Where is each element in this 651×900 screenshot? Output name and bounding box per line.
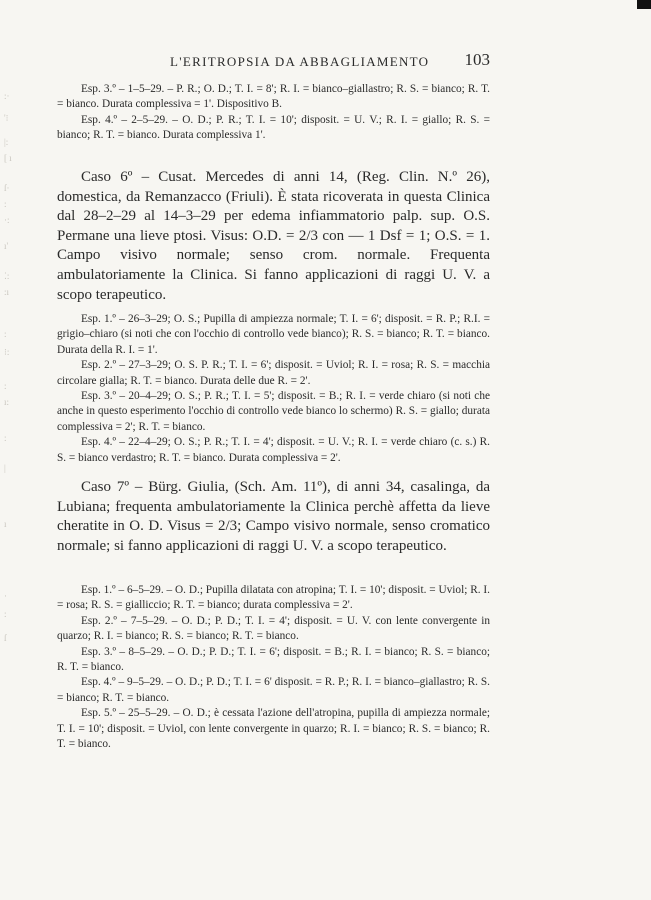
scan-edge-mark (637, 0, 651, 9)
experiments-block-2 (57, 312, 490, 466)
running-title: L'ERITROPSIA DA ABBAGLIAMENTO (170, 54, 430, 69)
experiment-paragraph: Esp. 3.º – 1–5–29. – P. R.; O. D.; T. I. = 8'; R. I. = bianco–giallastro; R. S. = bianco; R. T. = bianco. Durata complessiva = 1'. Dispositivo B. (57, 83, 490, 111)
experiment-paragraph: Esp. 1.º – 6–5–29. – O. D.; Pupilla dilatata con atropina; T. I. = 10'; disposit. = Uviol; R. I. = rosa; R. S. = giallic​cio; R. T. = bianco; durata complessiva = 2'. (57, 584, 490, 612)
experiment-paragraph: Esp. 5.º – 25–5–29. – O. D.; è cessata l'azione dell'atropina, pupilla di ampiezza normale; T. I. = 10'; disposit. = Uviol, con lente convergente in quarzo; R. I. = bianco; R. S. = bianco; R. T. = bianco. (57, 707, 490, 751)
experiment-paragraph: Esp. 1.º – 26–3–29; O. S.; Pupilla di ampiezza normale; T. I. = 6'; disposit. = R. P.; R.I. = grigio–chiaro (si noti che con l'occhio di controllo vede bianco); R. S. = bianco; R. T. = bianco. Durata della R. I. = 1'. (57, 313, 490, 356)
case-description: Caso 6º – Cusat. Mercedes di anni 14, (Reg. Clin. N.º 26), domestica, da Remanzacco (Friuli). È stata ricoverata in questa Clinica dal 28–2–29 al 14–3–29 per edema infiammatorio palp. sup. O.S. Permane una lieve ptosi. Visus: O.D. = 2/3 con — 1 Dsf = 1; O.S. = 1. Campo visivo normale; senso crom. normale. Frequenta ambulatoriamente la Clinica. Si fanno applicazioni di raggi U. V. a scopo terapeutico. (57, 169, 490, 303)
experiment-paragraph: Esp. 2.º – 7–5–29. – O. D.; P. D.; T. I. = 4'; disposit. = U. V. con lente convergente in quarzo; R. I. = bianco; R. S. = bianco; R. T. = bianco. (57, 614, 490, 643)
case-6-paragraph (57, 168, 490, 305)
experiments-block-1 (57, 82, 490, 144)
experiment-paragraph: Esp. 3.º – 8–5–29. – O. D.; P. D.; T. I. = 6'; disposit. = B.; R. I. = bianco; R. S. = bianco; R. T. = bianco. (57, 645, 490, 674)
experiment-paragraph: Esp. 4.º – 22–4–29; O. S.; P. R.; T. I. = 4'; disposit. = U. V.; R. I. = verde chiaro (c. s.) R. S. = bianco verdastro; R. T. = bianco. Durata complessiva = 2'. (57, 436, 490, 464)
running-header (60, 50, 490, 72)
experiment-paragraph: Esp. 4.º – 9–5–29. – O. D.; P. D.; T. I. = 6' disposit. = R. P.; R. I. = bianco–giallastro; R. S. = bianco; R. T. = bianco. (57, 676, 490, 704)
experiment-paragraph: Esp. 2.º – 27–3–29; O. S. P. R.; T. I. = 6'; disposit. = Uviol; R. I. = rosa; R. S. = macchia circolare gialla; R. T. = bianco. Durata delle due R. = 2'. (57, 359, 490, 387)
margin-scan-artifacts: :· '⁝ |: [ ı ſ· : ·: ı' ⁚: :ı : ⁝: : ı: : | ı · : ſ (4, 91, 12, 643)
experiments-block-3 (57, 583, 490, 752)
page-number: 103 (464, 50, 490, 69)
experiment-paragraph: Esp. 4.º – 2–5–29. – O. D.; P. R.; T. I. = 10'; disposit. = U. V.; R. I. = giallo; R. S. = bianco; R. T. = bianco. Durata complessiva 1'. (57, 113, 490, 142)
experiment-paragraph: Esp. 3.º – 20–4–29; O. S.; P. R.; T. I. = 5'; disposit. = B.; R. I. = verde chiaro (si noti che anche in questo esperimento l'occhio di controllo vede bianco lo schermo) R. S. = giallo; durata complessiva = 2'; R. T. = bianco. (57, 390, 490, 433)
case-description: Caso 7º – Bürg. Giulia, (Sch. Am. 11º), di anni 34, casalinga, da Lubiana; frequenta ambulatoriamente la Clinica perchè affetta da lieve cheratite in O. D. Visus = 2/3; Campo visivo normale, senso cromatico normale; si fanno applicazioni di raggi U. V. a scopo terapeutico. (57, 479, 490, 554)
case-7-paragraph (57, 478, 490, 556)
